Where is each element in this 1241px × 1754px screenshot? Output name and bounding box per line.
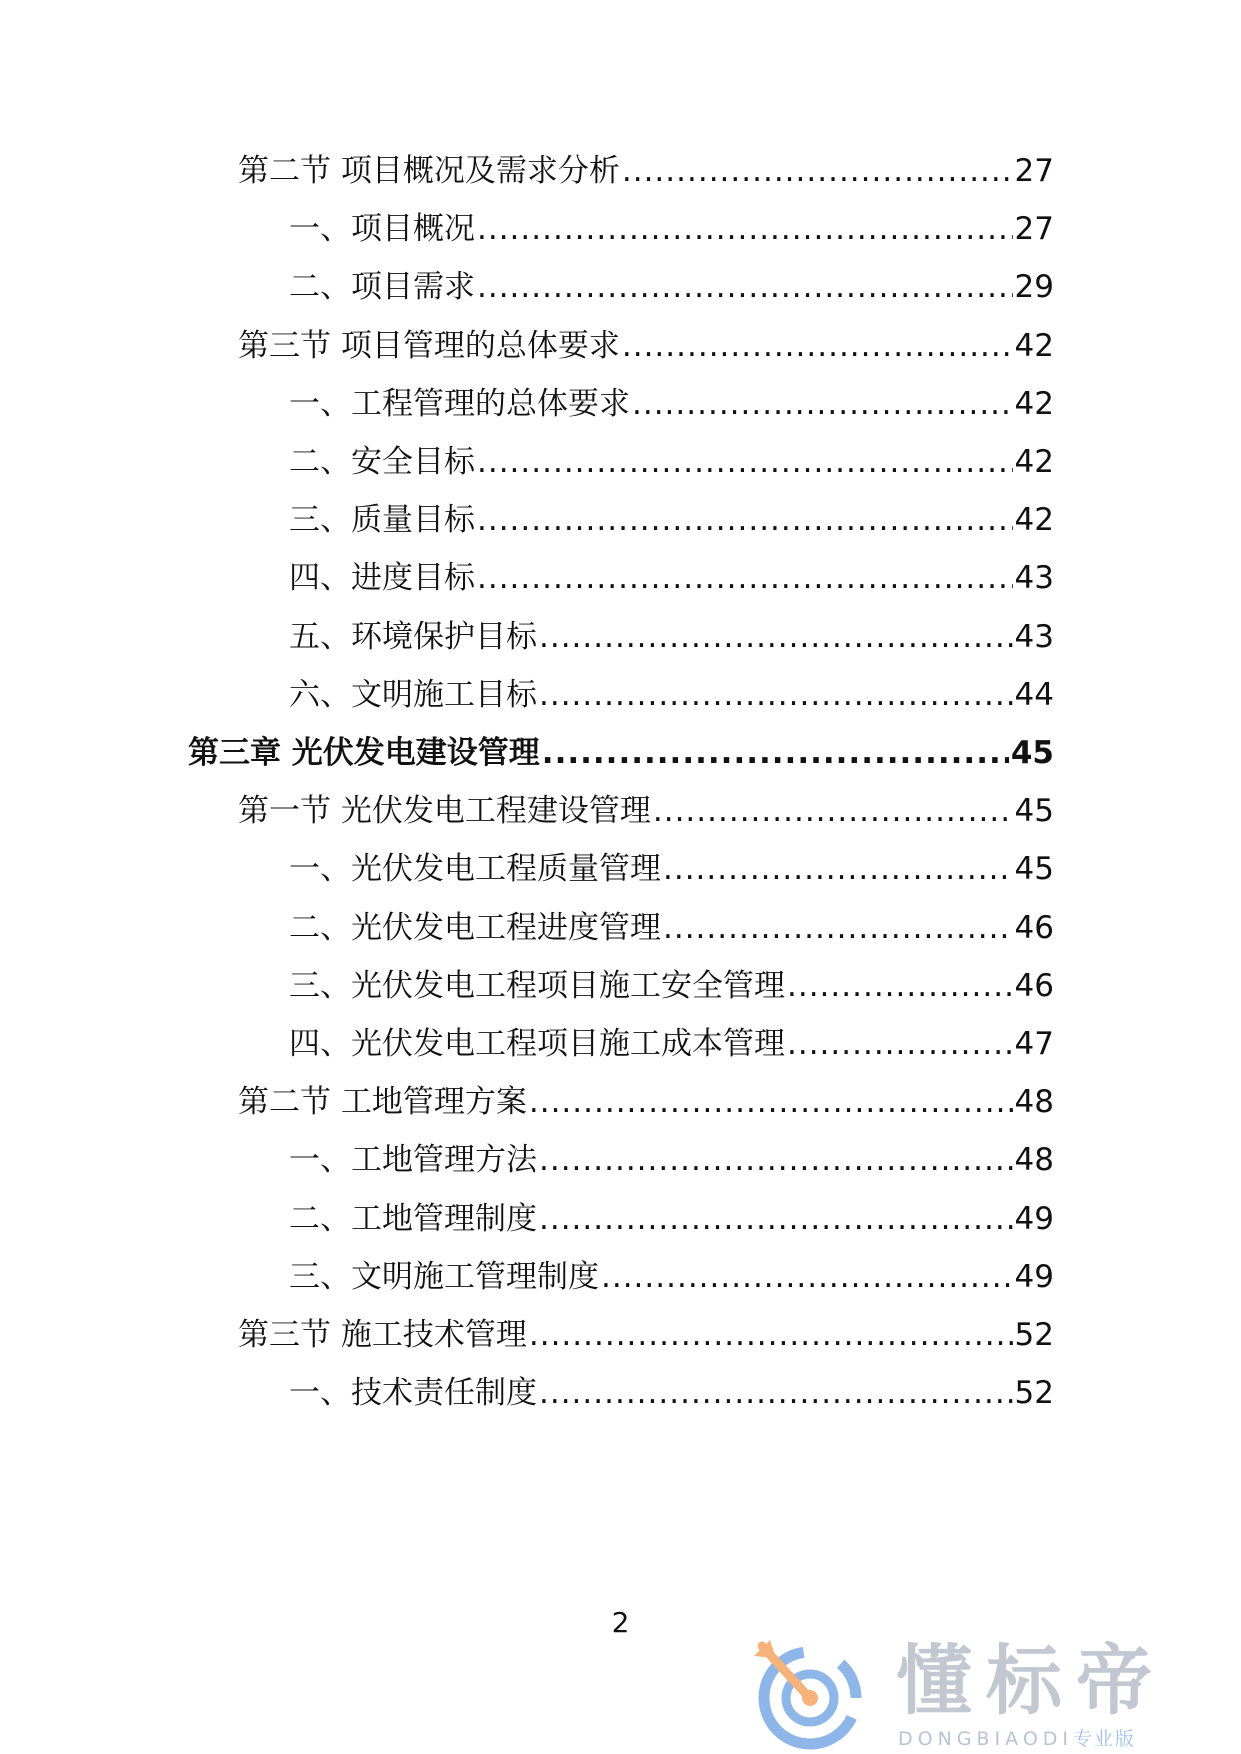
toc-entry-page: 43 [1014, 560, 1054, 597]
toc-entry[interactable] [238, 321, 1054, 371]
toc-dot-leader [622, 321, 1013, 371]
toc-entry[interactable] [289, 379, 1054, 429]
toc-entry-page: 49 [1014, 1200, 1054, 1237]
watermark-edition: 专业版 [1073, 1728, 1137, 1750]
watermark-latin: DONGBIAODI [898, 1728, 1074, 1750]
watermark-subtitle [898, 1724, 1136, 1751]
toc-entry-page: 47 [1014, 1026, 1054, 1062]
toc-entry-title: 二、安全目标 [289, 444, 475, 480]
toc-dot-leader [477, 262, 1013, 312]
toc-entry-page: 42 [1014, 327, 1054, 364]
toc-dot-leader [622, 146, 1013, 196]
toc-entry-title: 第二节 项目概况及需求分析 [238, 153, 620, 189]
toc-entry-title: 四、进度目标 [289, 560, 475, 597]
toc-entry-title: 一、光伏发电工程质量管理 [289, 851, 661, 888]
toc-entry[interactable] [238, 786, 1054, 836]
toc-entry-page: 49 [1014, 1258, 1054, 1295]
toc-entry-page: 42 [1014, 444, 1054, 480]
toc-entry[interactable] [289, 1019, 1054, 1069]
toc-dot-leader [542, 728, 1009, 778]
toc-entry[interactable] [238, 1077, 1054, 1127]
toc-entry-page: 52 [1014, 1317, 1054, 1353]
toc-dot-leader [787, 961, 1013, 1011]
toc-entry-title: 一、项目概况 [289, 211, 475, 248]
toc-dot-leader [663, 844, 1013, 894]
toc-entry-page: 45 [1014, 793, 1054, 830]
toc-entry[interactable] [289, 204, 1054, 254]
toc-chapter-entry[interactable] [188, 728, 1054, 778]
toc-dot-leader [632, 379, 1013, 429]
toc-entry[interactable] [238, 146, 1054, 196]
toc-entry-title: 三、文明施工管理制度 [289, 1258, 599, 1295]
toc-dot-leader [529, 1310, 1013, 1360]
toc-dot-leader [601, 1252, 1013, 1302]
toc-entry-title: 六、文明施工目标 [289, 676, 537, 713]
toc-entry-page: 48 [1014, 1084, 1054, 1121]
target-dart-icon [748, 1632, 866, 1750]
toc-entry-page: 42 [1014, 502, 1054, 539]
toc-entry[interactable] [289, 612, 1054, 662]
page-number: 2 [611, 1606, 630, 1639]
toc-entry-title: 第三章 光伏发电建设管理 [188, 735, 540, 771]
toc-dot-leader [539, 1194, 1013, 1244]
toc-entry-page: 29 [1014, 269, 1054, 306]
toc-entry-page: 48 [1014, 1142, 1054, 1179]
toc-entry-title: 三、光伏发电工程项目施工安全管理 [289, 967, 785, 1004]
toc-entry-page: 45 [1010, 735, 1054, 771]
toc-entry-title: 第一节 光伏发电工程建设管理 [238, 793, 651, 830]
toc-dot-leader [477, 437, 1013, 487]
toc-entry-page: 27 [1014, 211, 1054, 248]
toc-entry[interactable] [289, 1252, 1054, 1302]
toc-entry[interactable] [289, 495, 1054, 545]
toc-dot-leader [539, 1368, 1013, 1418]
toc-entry[interactable] [289, 1194, 1054, 1244]
toc-entry-title: 二、工地管理制度 [289, 1200, 537, 1237]
toc-dot-leader [477, 204, 1013, 254]
toc-entry[interactable] [289, 1135, 1054, 1185]
toc-entry-page: 27 [1014, 153, 1054, 189]
toc-entry[interactable] [289, 670, 1054, 720]
toc-entry-page: 52 [1014, 1375, 1054, 1412]
toc-dot-leader [477, 495, 1013, 545]
toc-entry[interactable] [289, 961, 1054, 1011]
toc-entry-title: 第三节 施工技术管理 [238, 1317, 527, 1353]
toc-dot-leader [787, 1019, 1013, 1069]
toc-dot-leader [539, 1135, 1013, 1185]
toc-entry[interactable] [289, 553, 1054, 603]
toc-dot-leader [477, 553, 1013, 603]
watermark [748, 1632, 1218, 1750]
toc-entry-page: 42 [1014, 385, 1054, 422]
toc-entry-title: 四、光伏发电工程项目施工成本管理 [289, 1026, 785, 1062]
toc-entry-page: 43 [1014, 618, 1054, 655]
toc-entry-title: 一、技术责任制度 [289, 1375, 537, 1412]
toc-entry[interactable] [289, 1368, 1054, 1418]
toc-dot-leader [663, 903, 1013, 953]
toc-entry-title: 第二节 工地管理方案 [238, 1084, 527, 1121]
toc-entry[interactable] [289, 437, 1054, 487]
toc-dot-leader [529, 1077, 1013, 1127]
toc-entry-title: 三、质量目标 [289, 502, 475, 539]
toc-entry[interactable] [289, 844, 1054, 894]
toc-entry-title: 二、光伏发电工程进度管理 [289, 909, 661, 946]
toc-entry-page: 46 [1014, 909, 1054, 946]
toc-dot-leader [539, 612, 1013, 662]
toc-entry-title: 一、工程管理的总体要求 [289, 385, 630, 422]
toc-entry-title: 二、项目需求 [289, 269, 475, 306]
toc-entry-title: 一、工地管理方法 [289, 1142, 537, 1179]
toc-dot-leader [539, 670, 1013, 720]
toc-entry[interactable] [289, 903, 1054, 953]
toc-entry[interactable] [238, 1310, 1054, 1360]
toc-entry-page: 46 [1014, 967, 1054, 1004]
toc-entry-title: 五、环境保护目标 [289, 618, 537, 655]
toc-entry-title: 第三节 项目管理的总体要求 [238, 327, 620, 364]
toc-entry-page: 45 [1014, 851, 1054, 888]
toc-entry-page: 44 [1014, 676, 1054, 713]
watermark-brand: 懂标帝 [896, 1636, 1166, 1725]
toc-entry[interactable] [289, 262, 1054, 312]
toc-dot-leader [653, 786, 1013, 836]
